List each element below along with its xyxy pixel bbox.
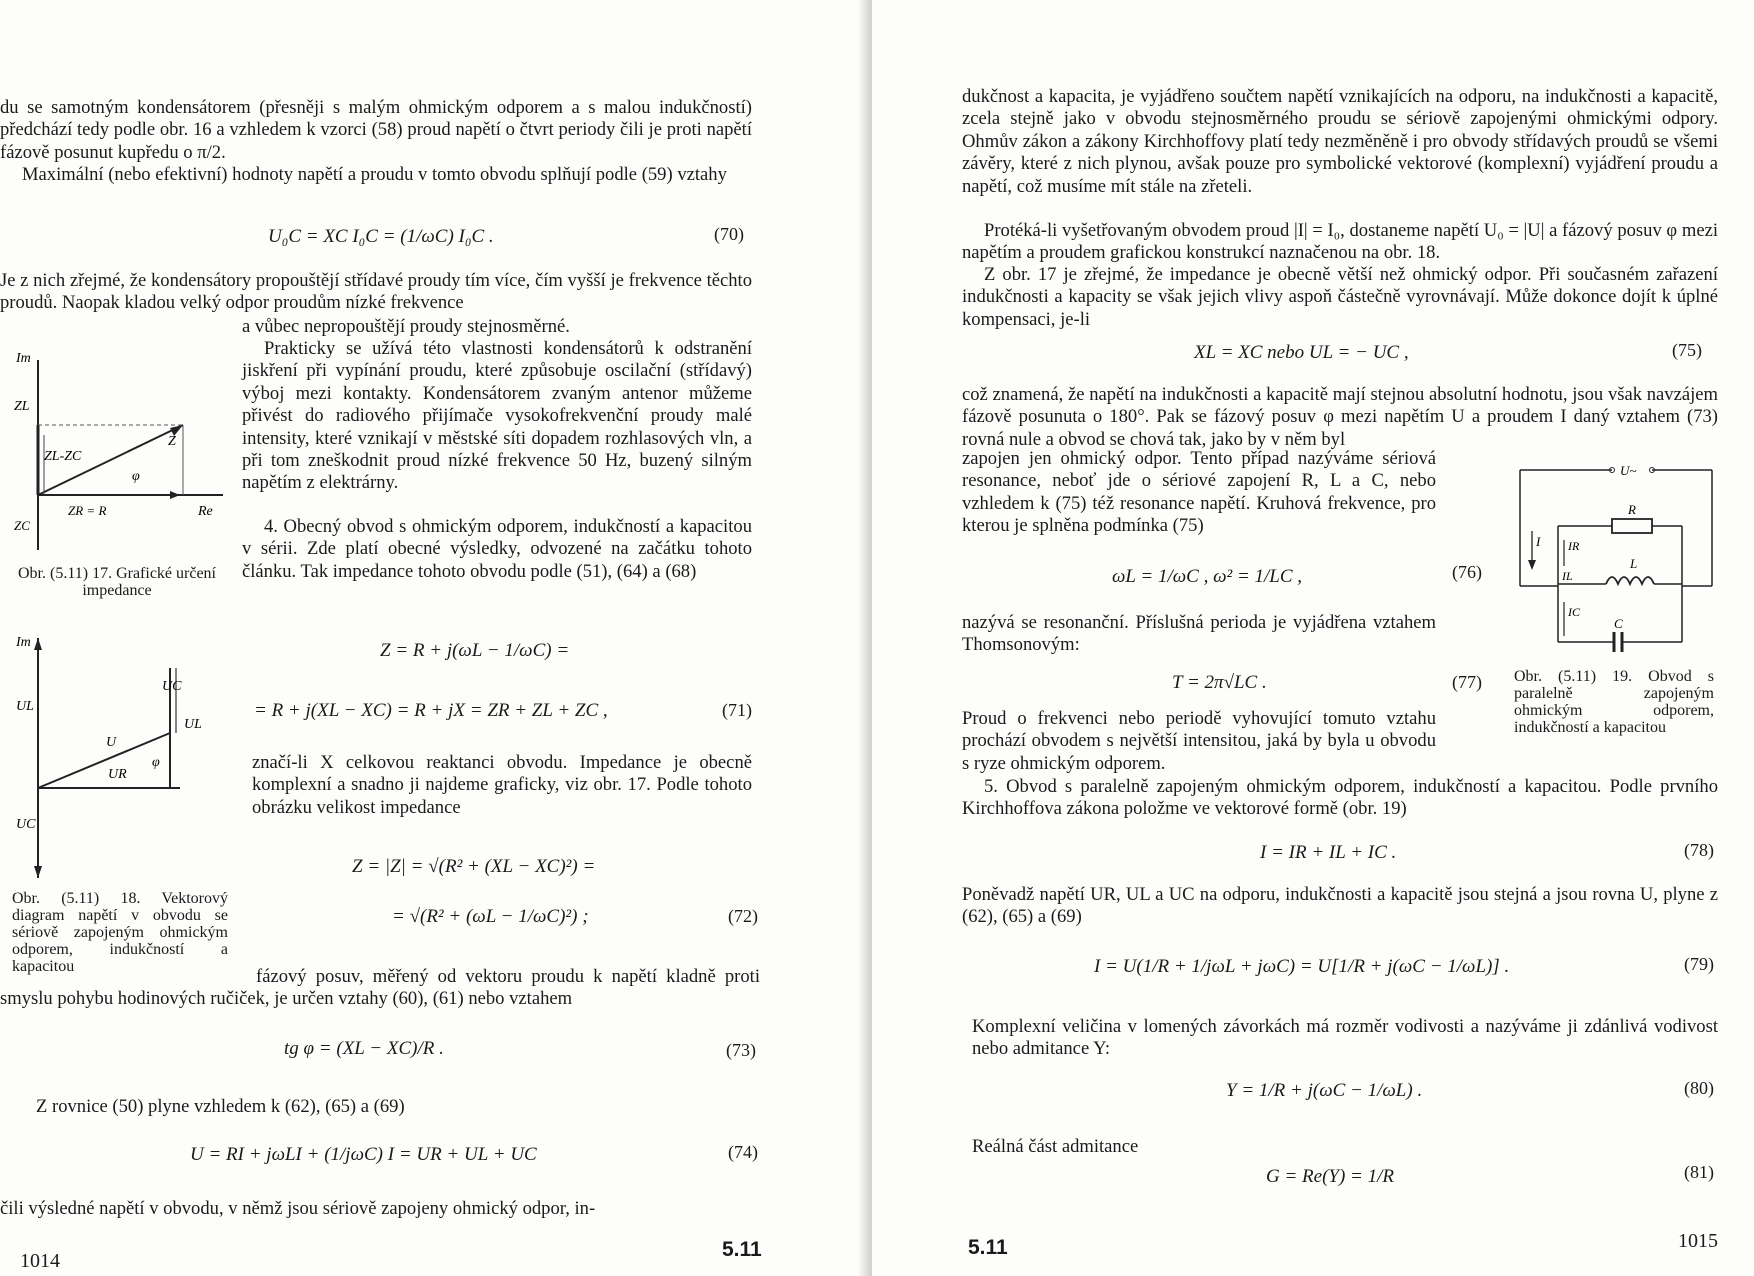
right-para-8: 5. Obvod s paralelně zapojeným ohmickým odporem, indukčností a kapacitou. Podle prvního Kirchhoffova zákona položme ve vektorové formě (obr. 19) bbox=[962, 776, 1718, 820]
fig18-phi-label: φ bbox=[152, 755, 160, 770]
right-para-1: dukčnost a kapacita, je vyjádřeno součtem napětí vznikajících na odporu, na indukčnosti a kapacitě, zcela stejně jako v obvodu stejnosměrného proudu se sériově zapojenými ohmickými odpory. Ohmův zákon a zákony Kirchhoffovy platí tedy nezměněně i pro obvody střídavých proudů se všemi závěry, které z nich plynou, avšak pouze pro symbolické vektorové (komplexní) vyjádření proudu a napětí, což musíme mít stále na zřeteli. bbox=[962, 86, 1718, 197]
fig17-z-label: Z bbox=[168, 434, 176, 449]
figure-17-impedance-diagram bbox=[8, 340, 238, 550]
right-para-4: což znamená, že napětí na indukčnosti a kapacitě mají stejnou absolutní hodnotu, jsou však navzájem fázově posunuta o 180°. Pak se fázový posuv φ mezi napětím U a proudem I daný vztahem (73) rovná nule a obvod se chová tak, jako by v něm byl bbox=[962, 384, 1718, 450]
left-para-2: Maximální (nebo efektivní) hodnoty napětí a proudu v tomto obvodu splňují podle (59) vztahy bbox=[22, 164, 727, 185]
fig17-phi-label: φ bbox=[132, 469, 140, 484]
equation-78: I = IR + IL + IC . bbox=[1260, 842, 1397, 863]
left-para-3: Je z nich zřejmé, že kondensátory propouštějí střídavé proudy tím více, čím vyšší je frekvence těchto proudů. Naopak kladou velký odpor proudům nízké frekvence bbox=[0, 270, 752, 314]
fig19-l-label: L bbox=[1630, 556, 1638, 571]
equation-75: XL = XC nebo UL = − UC , bbox=[1194, 342, 1409, 363]
fig19-il-label: IL bbox=[1562, 569, 1573, 583]
figure-18-vector-diagram bbox=[10, 628, 230, 878]
fig18-ur-label: UR bbox=[108, 767, 127, 782]
equation-73: tg φ = (XL − XC)/R . bbox=[284, 1038, 444, 1059]
equation-70-number: (70) bbox=[714, 224, 744, 244]
left-para-9: Z rovnice (50) plyne vzhledem k (62), (65) a (69) bbox=[36, 1096, 405, 1117]
right-para-6: nazývá se resonanční. Příslušná perioda je vyjádřena vztahem Thomsonovým: bbox=[962, 612, 1436, 656]
left-para-6: 4. Obecný obvod s ohmickým odporem, indukčností a kapacitou v sérii. Zde platí obecné výsledky, odvozené na začátku tohoto článku. Tak impedance tohoto obvodu podle (51), (64) a (68) bbox=[242, 516, 752, 582]
figure-18-caption: Obr. (5.11) 18. Vektorový diagram napětí v obvodu se sériově zapojeným ohmickým odporem, indukčností a kapacitou bbox=[12, 890, 228, 975]
equation-77-number: (77) bbox=[1452, 672, 1482, 692]
fig17-zl-label: ZL bbox=[14, 399, 30, 414]
equation-72b: = √(R² + (ωL − 1/ωC)²) ; bbox=[392, 906, 589, 927]
fig18-u-label: U bbox=[106, 735, 117, 750]
fig19-ir-label: IR bbox=[1568, 539, 1580, 553]
equation-71-number: (71) bbox=[722, 700, 752, 720]
right-page bbox=[872, 0, 1754, 1276]
right-para-9: Poněvadž napětí UR, UL a UC na odporu, indukčnosti a kapacitě jsou stejná a jsou rovna U, plyne z (62), (65) a (69) bbox=[962, 884, 1718, 928]
equation-76: ωL = 1/ωC , ω² = 1/LC , bbox=[1112, 566, 1303, 587]
right-para-7: Proud o frekvenci nebo periodě vyhovující tomuto vztahu prochází obvodem s největší intensitou, jaká by byla u obvodu s ryze ohmickým odporem. bbox=[962, 708, 1436, 774]
left-page bbox=[0, 0, 872, 1276]
equation-75-number: (75) bbox=[1672, 340, 1702, 360]
figure-19-parallel-circuit bbox=[1512, 456, 1722, 656]
left-para-1: du se samotným kondensátorem (přesněji s malým ohmickým odporem a s malou indukčností) předchází tedy podle obr. 16 a vzhledem k vzorci (58) proud napětí o čtvrt periody čili je proti napětí fázově posunut kupředu o π/2. bbox=[0, 97, 752, 163]
figure-19-caption: Obr. (5.11) 19. Obvod s paralelně zapojeným ohmickým odporem, indukčností a kapacitou bbox=[1514, 668, 1714, 736]
fig17-re-label: Re bbox=[198, 504, 213, 519]
left-para-7: značí-li X celkovou reaktanci obvodu. Impedance je obecně komplexní a snadno ji najdeme graficky, viz obr. 17. Podle tohoto obrázku velikost impedance bbox=[252, 752, 752, 818]
fig19-c-label: C bbox=[1614, 616, 1623, 631]
equation-72-number: (72) bbox=[728, 906, 758, 926]
page-number-left: 1014 bbox=[20, 1250, 60, 1272]
fig19-u-label: U~ bbox=[1620, 463, 1637, 478]
fig18-ul2-label: UL bbox=[184, 717, 202, 732]
right-para-2: Protéká-li vyšetřovaným obvodem proud |I| = I₀, dostaneme napětí U₀ = |U| a fázový posuv φ mezi napětím a proudem grafickou konstrukcí naznačenou na obr. 18. bbox=[962, 220, 1718, 264]
left-para-8: fázový posuv, měřený od vektoru proudu k napětí kladně proti smyslu pohybu hodinových ručiček, je určen vztahy (60), (61) nebo vztahem bbox=[0, 966, 760, 1010]
right-para-5: zapojen jen ohmický odpor. Tento případ nazýváme sériová resonance, neboť jde o sériové zapojení R, L a C, nebo vzhledem k (75) též resonance napětí. Kruhová frekvence, pro kterou je splněna podmínka (75) bbox=[962, 448, 1436, 537]
equation-74: U = RI + jωLI + (1/jωC) I = UR + UL + UC bbox=[190, 1144, 537, 1165]
left-para-5: Prakticky se užívá této vlastnosti kondensátorů k odstranění jiskření při vypínání proudu, které způsobuje oscilační (střídavý) výboj mezi kontakty. Kondensátorem zvaným antenor můžeme přivést do radiového přijímače vysokofrekvenční proudy malé intensity, které vznikají v městské síti dopadem rozhlasových vln, a při tom zneškodnit proud nízké frekvence 50 Hz, buzený silným napětím z elektrárny. bbox=[242, 338, 752, 494]
left-para-10: čili výsledné napětí v obvodu, v němž jsou sériově zapojeny ohmický odpor, in- bbox=[0, 1198, 596, 1219]
equation-70: U₀C = XC I₀C = (1/ωC) I₀C . bbox=[268, 226, 494, 247]
equation-78-number: (78) bbox=[1684, 840, 1714, 860]
equation-72a: Z = |Z| = √(R² + (XL − XC)²) = bbox=[352, 856, 596, 877]
equation-76-number: (76) bbox=[1452, 562, 1482, 582]
fig17-zr-label: ZR = R bbox=[68, 503, 107, 518]
fig19-i-label: I bbox=[1536, 534, 1541, 549]
fig18-im-label: Im bbox=[16, 635, 31, 650]
page-number-right: 1015 bbox=[1678, 1230, 1718, 1252]
fig17-im-label: Im bbox=[16, 351, 31, 366]
section-number-right: 5.11 bbox=[968, 1236, 1008, 1259]
equation-79-number: (79) bbox=[1684, 954, 1714, 974]
equation-81: G = Re(Y) = 1/R bbox=[1266, 1166, 1395, 1187]
equation-74-number: (74) bbox=[728, 1142, 758, 1162]
right-para-10: Komplexní veličina v lomených závorkách má rozměr vodivosti a nazýváme ji zdánlivá vodivost nebo admitance Y: bbox=[972, 1016, 1718, 1060]
fig17-zc-label: ZC bbox=[14, 518, 30, 533]
equation-80: Y = 1/R + j(ωC − 1/ωL) . bbox=[1226, 1080, 1423, 1101]
fig18-uc2-label: UC bbox=[162, 679, 182, 694]
fig17-zlzc-label: ZL-ZC bbox=[44, 449, 82, 464]
fig19-ic-label: IC bbox=[1568, 605, 1580, 619]
equation-81-number: (81) bbox=[1684, 1162, 1714, 1182]
right-para-3: Z obr. 17 je zřejmé, že impedance je obecně větší než ohmický odpor. Při současném zařazení indukčnosti a kapacity se však jejich vlivy aspoň částečně vyrovnávají. Může dokonce dojít k úplné kompensaci, je-li bbox=[962, 264, 1718, 330]
fig18-ul-label: UL bbox=[16, 699, 34, 714]
fig19-r-label: R bbox=[1628, 502, 1636, 517]
equation-73-number: (73) bbox=[726, 1040, 756, 1060]
section-number-left: 5.11 bbox=[722, 1238, 762, 1261]
equation-71a: Z = R + j(ωL − 1/ωC) = bbox=[380, 640, 570, 661]
equation-80-number: (80) bbox=[1684, 1078, 1714, 1098]
left-para-4: a vůbec nepropouštějí proudy stejnosměrné. bbox=[242, 316, 570, 337]
right-para-11: Reálná část admitance bbox=[972, 1136, 1139, 1157]
equation-77: T = 2π√LC . bbox=[1172, 672, 1267, 693]
equation-79: I = U(1/R + 1/jωL + jωC) = U[1/R + j(ωC − 1/ωL)] . bbox=[1094, 956, 1510, 977]
equation-71b: = R + j(XL − XC) = R + jX = ZR + ZL + ZC , bbox=[254, 700, 608, 721]
fig18-uc-label: UC bbox=[16, 817, 36, 832]
figure-17-caption: Obr. (5.11) 17. Grafické určení impedance bbox=[18, 565, 216, 599]
